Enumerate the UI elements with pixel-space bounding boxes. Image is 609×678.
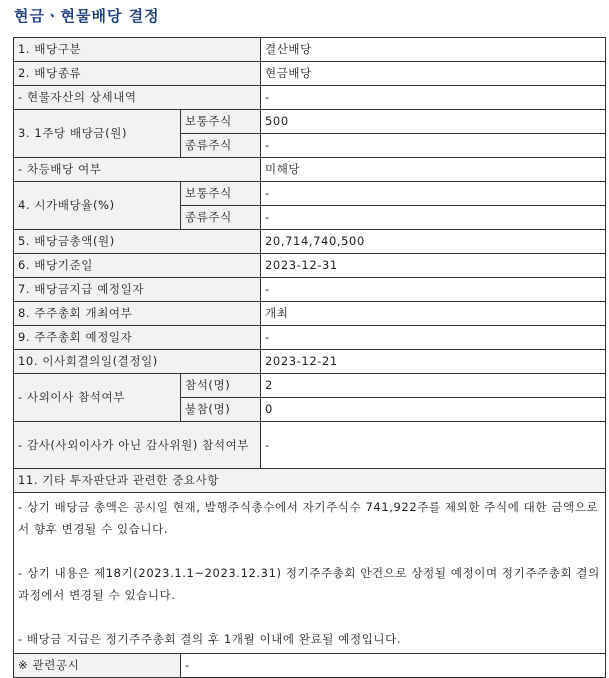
table-row [14,230,606,254]
table-row [14,38,606,62]
payment-date-label: 7. 배당금지급 예정일자 [14,278,261,302]
table-row [14,182,606,206]
note-item: - 상기 내용은 제18기(2023.1.1~2023.12.31) 정기주주총회 안건으로 상정될 예정이며 정기주주총회 결의과정에서 변경될 수 있습니다. [18,566,600,602]
shareholders-meeting-held-label: 8. 주주총회 개최여부 [14,302,261,326]
board-resolution-date-value: 2023-12-21 [261,350,606,374]
board-resolution-date-label: 10. 이사회결의일(결정일) [14,350,261,374]
table-row [14,158,606,182]
table-row [14,62,606,86]
table-row [14,350,606,374]
note-item: - 상기 배당금 총액은 공시일 현재, 발행주식총수에서 자기주식수 741,922주를 제외한 주식에 대한 금액으로서 향후 변경될 수 있습니다. [18,500,599,536]
shareholders-meeting-held-value: 개최 [261,302,606,326]
table-row [14,254,606,278]
dividend-kind-value: 현금배당 [261,62,606,86]
table-row [14,86,606,110]
present-count-value: 2 [261,374,606,398]
other-matters-notes [14,493,606,654]
common-stock-label: 보통주식 [181,110,261,134]
table-row [14,326,606,350]
in-kind-asset-detail-value: - [261,86,606,110]
class-stock-label: 종류주식 [181,134,261,158]
disclosure-table [13,37,606,678]
table-row [14,422,606,469]
table-row [14,110,606,134]
table-row [14,469,606,493]
record-date-label: 6. 배당기준일 [14,254,261,278]
dividend-type-value: 결산배당 [261,38,606,62]
dividend-kind-label: 2. 배당종류 [14,62,261,86]
table-row [14,302,606,326]
table-row [14,654,606,678]
outside-director-attendance-label: - 사외이사 참석여부 [14,374,181,422]
present-count-label: 참석(명) [181,374,261,398]
dividend-type-label: 1. 배당구분 [14,38,261,62]
absent-count-label: 불참(명) [181,398,261,422]
payment-date-value: - [261,278,606,302]
shareholders-meeting-date-value: - [261,326,606,350]
common-stock-dividend-value: 500 [261,110,606,134]
related-disclosure-value: - [181,654,606,678]
total-dividend-label: 5. 배당금총액(원) [14,230,261,254]
differential-dividend-value: 미해당 [261,158,606,182]
other-matters-heading: 11. 기타 투자판단과 관련한 중요사항 [14,469,606,493]
market-dividend-rate-label: 4. 시가배당율(%) [14,182,181,230]
differential-dividend-label: - 차등배당 여부 [14,158,261,182]
auditor-attendance-label: - 감사(사외이사가 아닌 감사위원) 참석여부 [14,422,261,469]
class-stock-rate-value: - [261,206,606,230]
auditor-attendance-value: - [261,422,606,469]
class-stock-label: 종류주식 [181,206,261,230]
table-row [14,374,606,398]
total-dividend-value: 20,714,740,500 [261,230,606,254]
note-item: - 배당금 지급은 정기주주총회 결의 후 1개월 이내에 완료될 예정입니다. [18,632,402,646]
class-stock-dividend-value: - [261,134,606,158]
record-date-value: 2023-12-31 [261,254,606,278]
table-row [14,493,606,654]
absent-count-value: 0 [261,398,606,422]
dividend-per-share-label: 3. 1주당 배당금(원) [14,110,181,158]
shareholders-meeting-date-label: 9. 주주총회 예정일자 [14,326,261,350]
page-title: 현금ㆍ현물배당 결정 [14,7,160,25]
related-disclosure-label: ※ 관련공시 [14,654,181,678]
common-stock-rate-value: - [261,182,606,206]
table-row [14,278,606,302]
common-stock-label: 보통주식 [181,182,261,206]
in-kind-asset-detail-label: - 현물자산의 상세내역 [14,86,261,110]
